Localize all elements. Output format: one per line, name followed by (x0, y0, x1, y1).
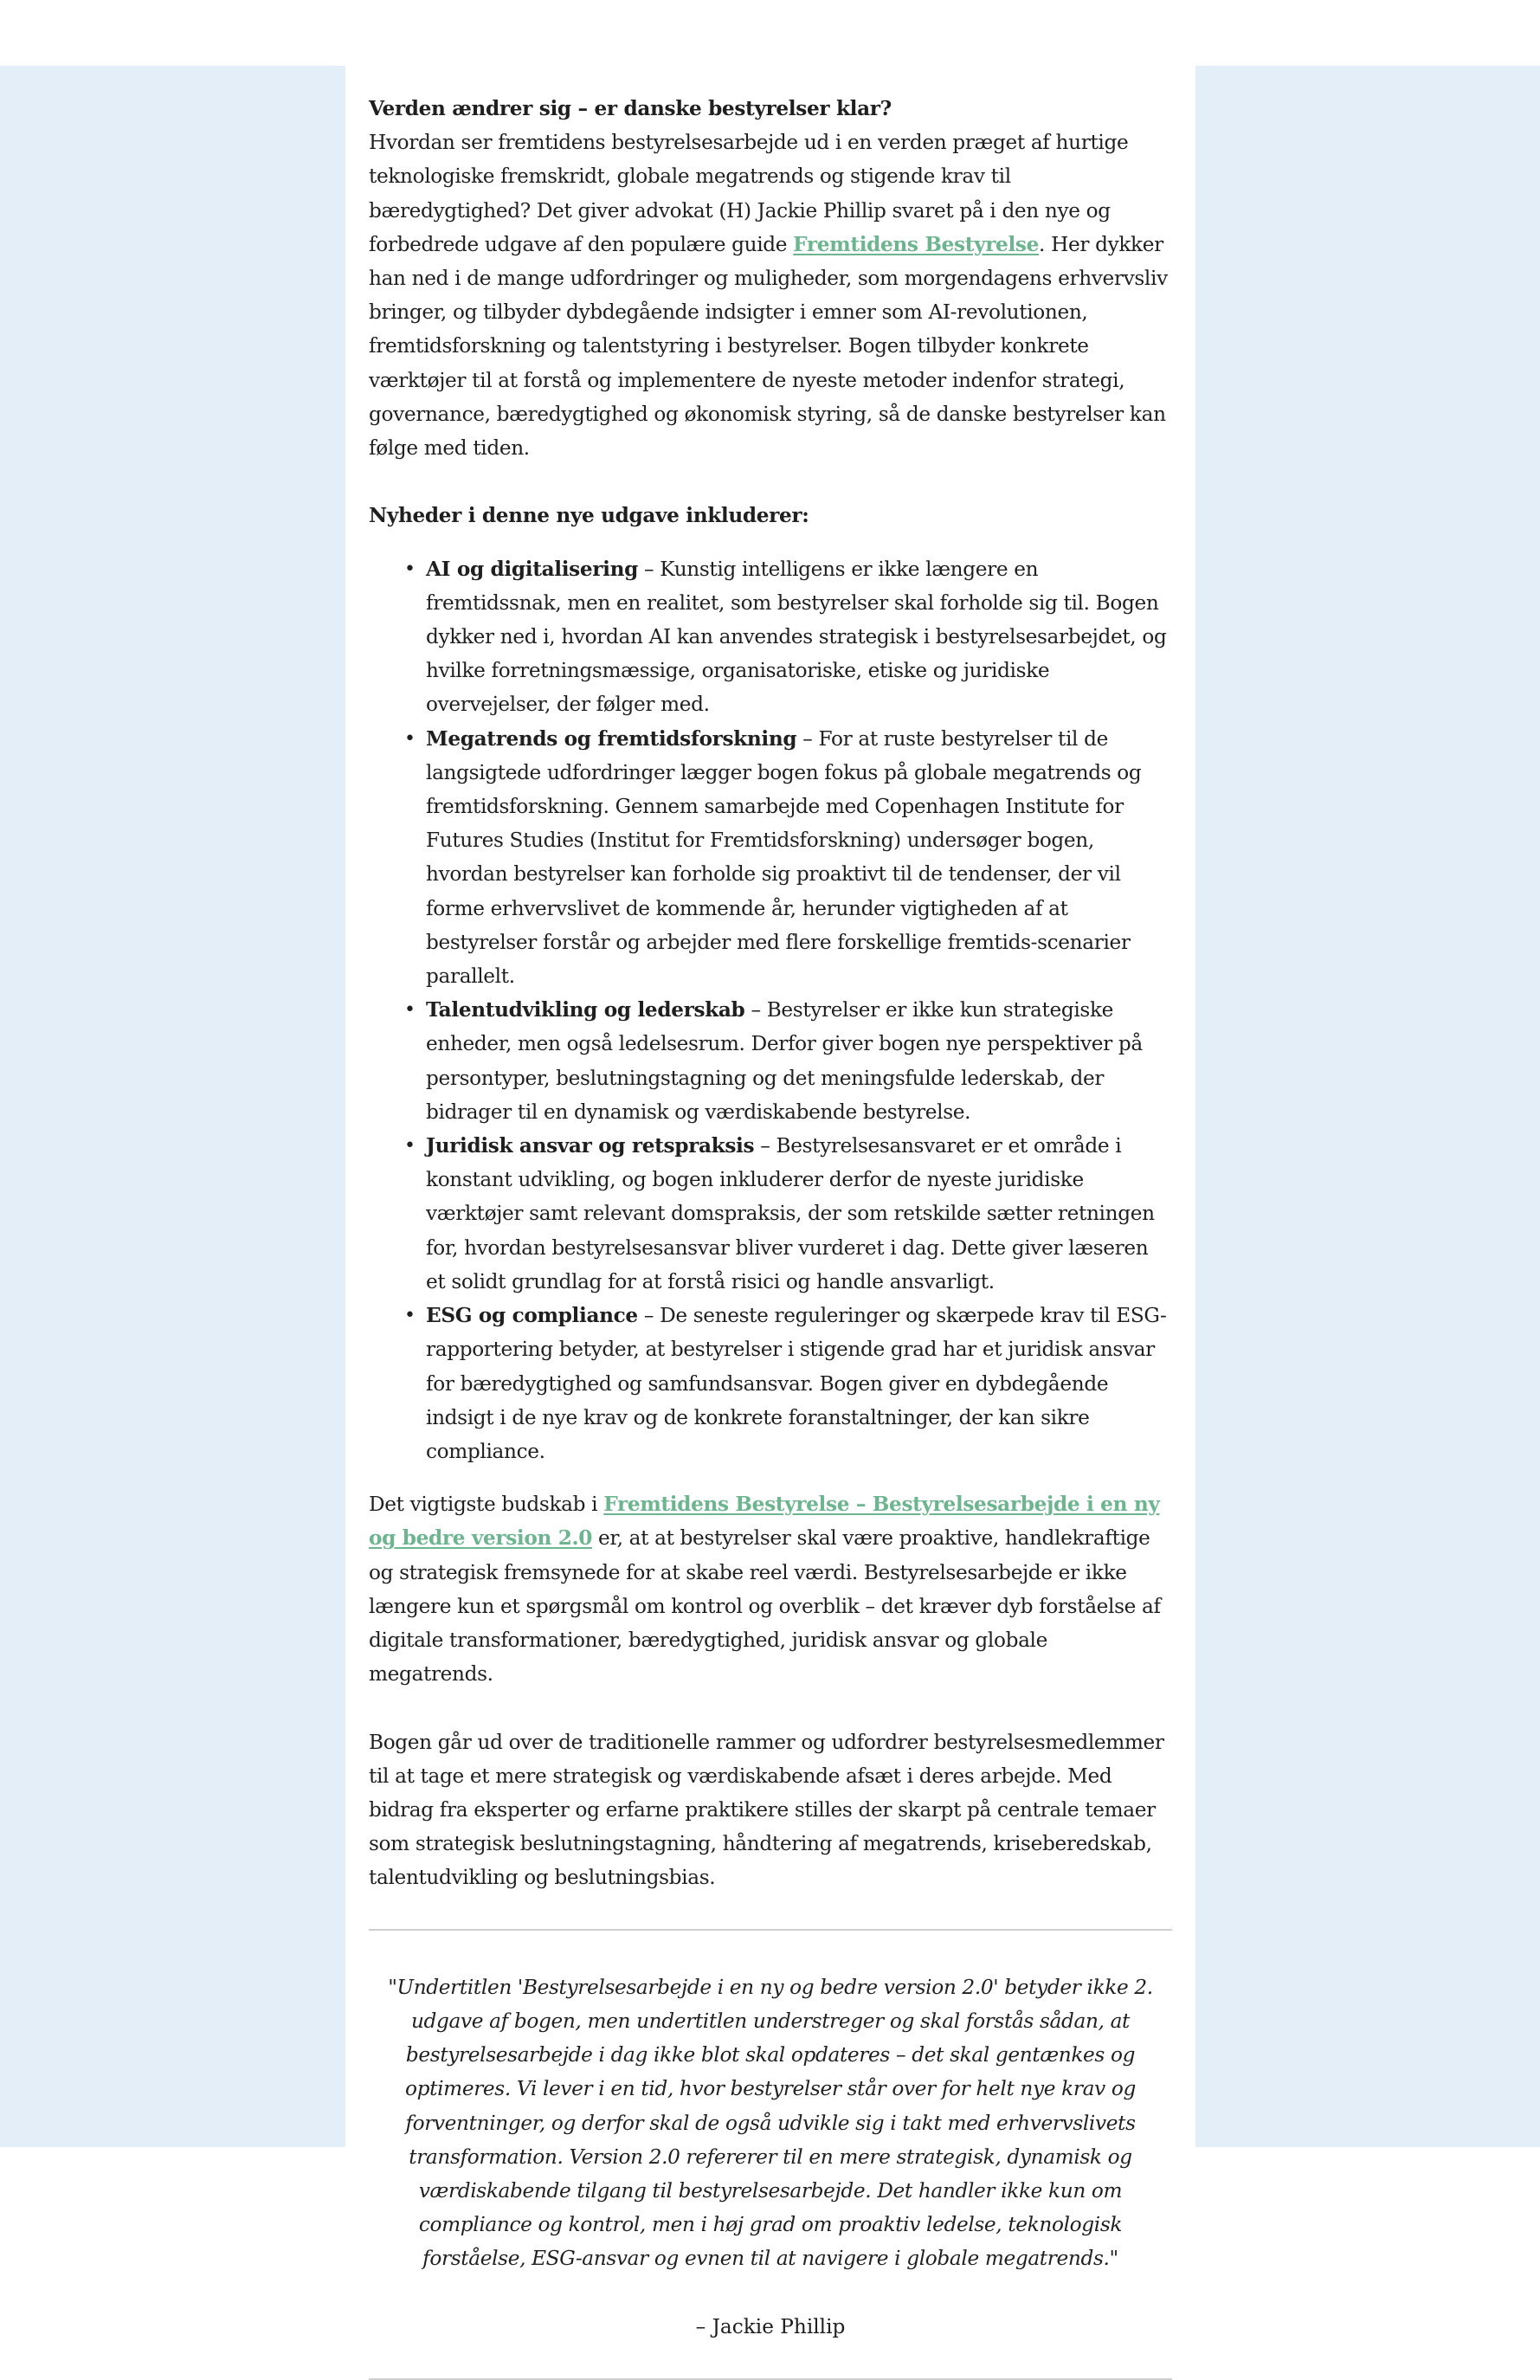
message-paragraph (369, 1487, 1172, 1691)
bullet-icon: • (404, 999, 416, 1022)
list-item (404, 993, 1172, 1129)
intro-text-before-link: Hvordan ser fremtidens bestyrelsesarbejde ud i en verden præget af hurtige teknologiske fremskridt, globale megatrends og stigende krav til bæredygtighed? Det giver advokat (H) Jackie Phillip svaret på i den nye og forbedrede udgave af den populære guide (369, 131, 1129, 256)
bullet-icon: • (404, 1305, 416, 1327)
spacer (369, 465, 1172, 499)
divider (369, 2378, 1172, 2380)
list-item (404, 1299, 1172, 1468)
spacer (369, 1895, 1172, 1929)
author-quote: "Undertitlen 'Bestyrelsesarbejde i en ny og bedre version 2.0' betyder ikke 2. udgave af bogen, men undertitlen understreger og skal forstås sådan, at bestyrelsesarbejde i dag ikke blot skal opdateres – det skal gentænkes og optimeres. Vi lever i en tid, hvor bestyrelser står over for helt nye krav og forventninger, og derfor skal de også udvikle sig i takt med erhvervslivets transformation. Version 2.0 refererer til en mere strategisk, dynamisk og værdiskabende tilgang til bestyrelsesarbejde. Det handler ikke kun om compliance og kontrol, men i høj grad om proaktiv ledelse, teknologisk forståelse, ESG-ansvar og evnen til at navigere i globale megatrends." (388, 1975, 1153, 2271)
list-item-text: – Bestyrelser er ikke kun strategiske enheder, men også ledelsesrum. Derfor giver bogen nye perspektiver på persontyper, beslutningstagning og det meningsfulde lederskab, der bidrager til en dynamisk og værdiskabende bestyrelse. (426, 998, 1143, 1124)
bullet-icon: • (404, 727, 416, 750)
news-list (369, 552, 1172, 1468)
intro-block (369, 92, 1172, 465)
list-item-text: – For at ruste bestyrelser til de langsigtede udfordringer lægger bogen fokus på globale megatrends og fremtidsforskning. Gennem samarbejde med Copenhagen Institute for Futures Studies (Institut for Fremtidsforskning) undersøger bogen, hvordan bestyrelser kan forholde sig proaktivt til de tendenser, der vil forme erhvervslivet de kommende år, herunder vigtigheden af at bestyrelser forstår og arbejder med flere forskellige fremtids-scenarier parallelt. (426, 726, 1142, 989)
quote-author: – Jackie Phillip (695, 2314, 846, 2338)
news-heading-block (369, 499, 1172, 532)
book-full-title-link[interactable]: Fremtidens Bestyrelse – Bestyrelsesarbejde i en ny og bedre version 2.0 (369, 1493, 1160, 1551)
spacer (369, 1691, 1172, 1725)
list-item-text: – De seneste reguleringer og skærpede krav til ESG-rapportering betyder, at bestyrelser i stigende grad har et juridisk ansvar for bæredygtighed og samfundsansvar. Bogen giver en dybdegående indsigt i de nye krav og de konkrete foranstaltninger, der kan sikre compliance. (426, 1304, 1167, 1463)
list-item (404, 1129, 1172, 1299)
intro-text-after-link: . Her dykker han ned i de mange udfordringer og muligheder, som morgendagens erhvervsliv bringer, og tilbyder dybdegående indsigter i emner som AI-revolutionen, fremtidsforskning og talentstyring i bestyrelser. Bogen tilbyder konkrete værktøjer til at forstå og implementere de nyeste metoder indenfor strategi, governance, bæredygtighed og økonomisk styring, så de danske bestyrelser kan følge med tiden. (369, 232, 1168, 461)
book-link[interactable]: Fremtidens Bestyrelse (793, 232, 1040, 256)
bullet-icon: • (404, 1135, 416, 1158)
message-text-before-link: Det vigtigste budskab i (369, 1493, 604, 1517)
list-item-title: Megatrends og fremtidsforskning (426, 726, 797, 751)
list-item-title: AI og digitalisering (426, 557, 638, 581)
list-item-title: Juridisk ansvar og retspraksis (426, 1134, 755, 1158)
article-content (345, 66, 1195, 2338)
list-item-text: – Kunstig intelligens er ikke længere en fremtidssnak, men en realitet, som bestyrelser skal forholde sig til. Bogen dykker ned i, hvordan AI kan anvendes strategisk i bestyrelsesarbejdet, og hvilke forretningsmæssige, organisatoriske, etiske og juridiske overvejelser, der følger med. (426, 557, 1167, 717)
list-item (404, 552, 1172, 722)
beyond-paragraph: Bogen går ud over de traditionelle rammer og udfordrer bestyrelsesmedlemmer til at tage et mere strategisk og værdiskabende afsæt i deres arbejde. Med bidrag fra eksperter og erfarne praktikere stilles der skarpt på centrale temaer som strategisk beslutningstagning, håndtering af megatrends, kriseberedskab, talentudvikling og beslutningsbias. (369, 1730, 1164, 1890)
message-text-after-link: er, at at bestyrelser skal være proaktive, handlekraftige og strategisk fremsynede for at skabe reel værdi. Bestyrelsesarbejde er ikke længere kun et spørgsmål om kontrol og overblik – det kræver dyb forståelse af digitale transformationer, bæredygtighed, juridisk ansvar og globale megatrends. (369, 1526, 1161, 1687)
news-heading: Nyheder i denne nye udgave inkluderer: (369, 504, 809, 528)
list-item-title: ESG og compliance (426, 1304, 638, 1328)
bullet-icon: • (404, 558, 416, 580)
list-item-title: Talentudvikling og lederskab (426, 998, 745, 1022)
list-item-text: – Bestyrelsesansvaret er et område i konstant udvikling, og bogen inkluderer derfor de nyeste juridiske værktøjer samt relevant domspraksis, der som retskilde sætter retningen for, hvordan bestyrelsesansvar bliver vurderet i dag. Dette giver læseren et solidt grundlag for at forstå risici og handle ansvarligt. (426, 1134, 1155, 1293)
list-item (404, 722, 1172, 994)
intro-heading: Verden ændrer sig – er danske bestyrelser klar? (369, 97, 892, 120)
